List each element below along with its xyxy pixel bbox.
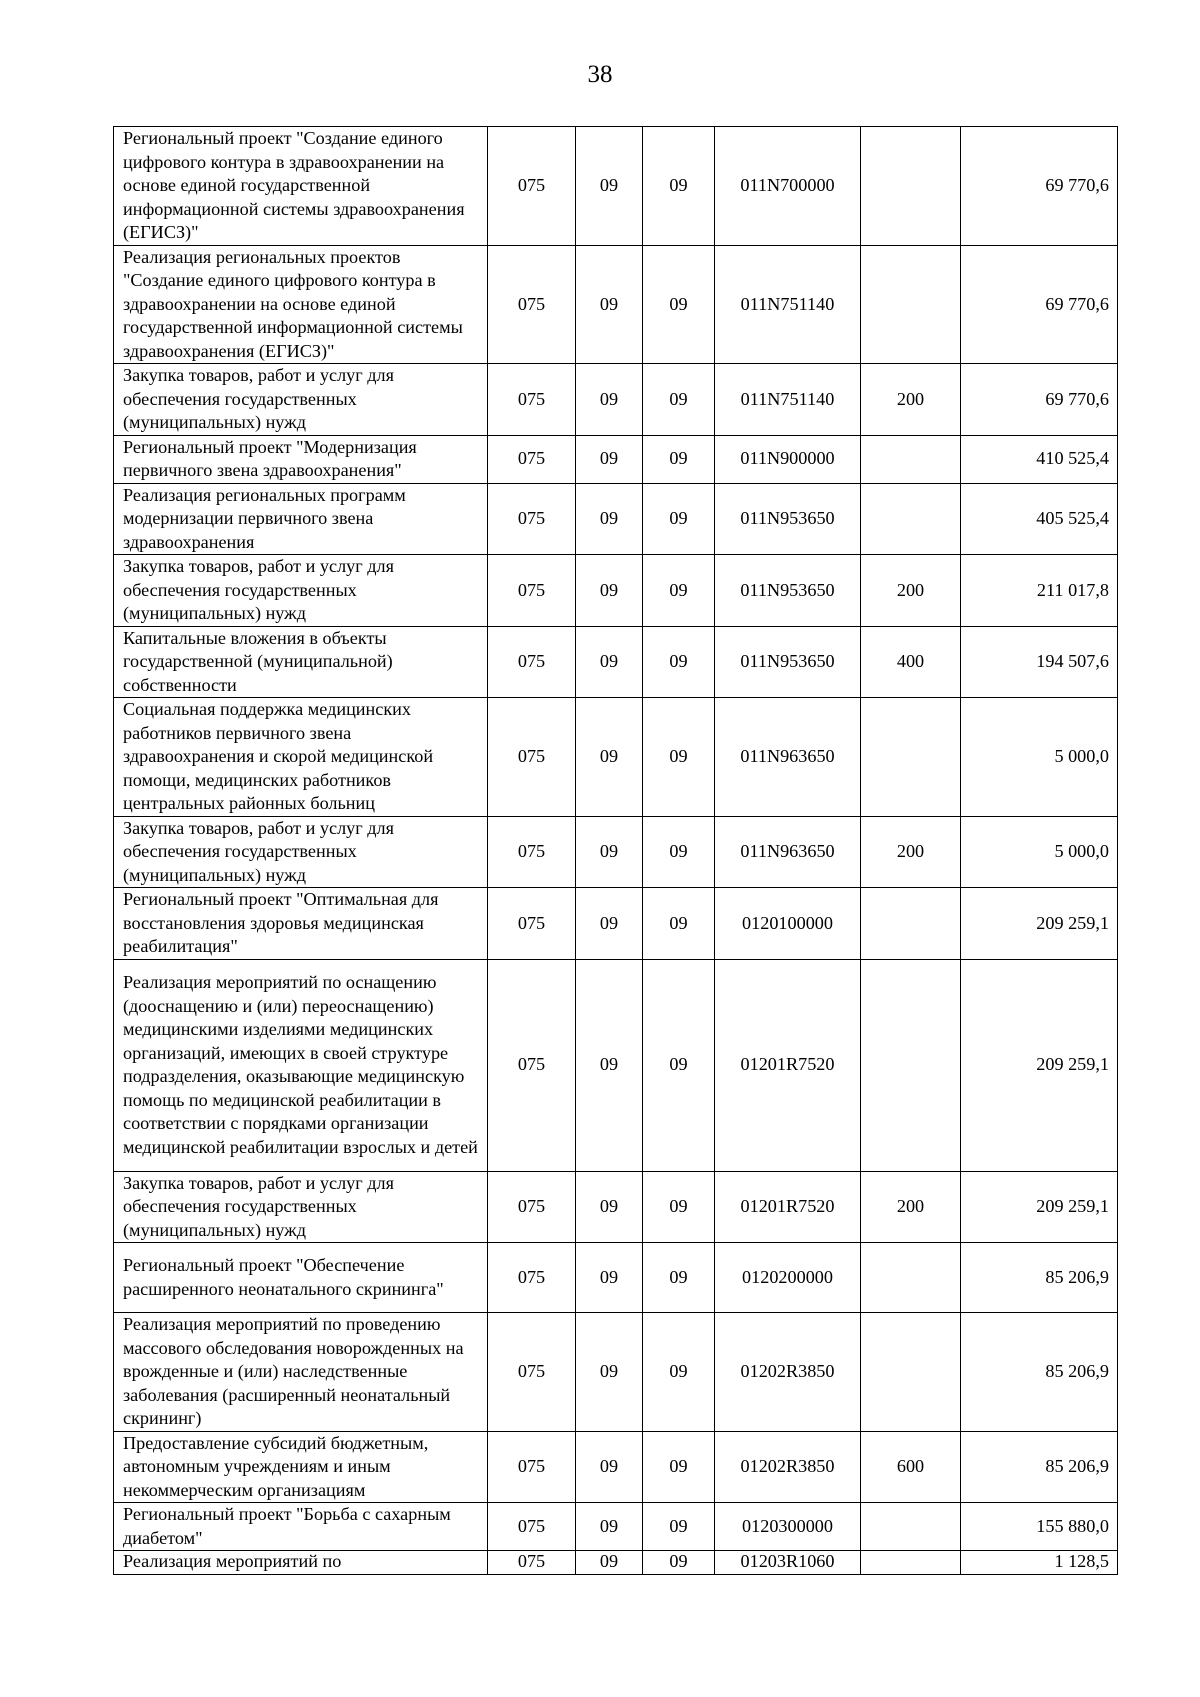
subsection-code: 09 — [643, 1313, 715, 1432]
expense-type-code: 400 — [861, 626, 961, 698]
subsection-code: 09 — [643, 698, 715, 817]
target-article-code: 0120100000 — [715, 888, 861, 960]
section-code: 09 — [576, 435, 643, 483]
item-name: Региональный проект "Создание единого цифрового контура в здравоохранении на основе единой государственной информационной системы здравоохранения (ЕГИСЗ)" — [114, 127, 488, 246]
subsection-code: 09 — [643, 959, 715, 1171]
item-name: Капитальные вложения в объекты государственной (муниципальной) собственности — [114, 626, 488, 698]
item-name: Реализация региональных программ модернизации первичного звена здравоохранения — [114, 483, 488, 555]
target-article-code: 0120300000 — [715, 1503, 861, 1551]
subsection-code: 09 — [643, 1243, 715, 1313]
amount: 5 000,0 — [961, 698, 1118, 817]
target-article-code: 011N953650 — [715, 483, 861, 555]
section-code: 09 — [576, 1171, 643, 1243]
subsection-code: 09 — [643, 626, 715, 698]
amount: 194 507,6 — [961, 626, 1118, 698]
expense-type-code: 200 — [861, 364, 961, 436]
target-article-code: 01201R7520 — [715, 1171, 861, 1243]
grbs-code: 075 — [488, 245, 576, 364]
subsection-code: 09 — [643, 555, 715, 627]
section-code: 09 — [576, 626, 643, 698]
amount: 209 259,1 — [961, 959, 1118, 1171]
expense-type-code: 600 — [861, 1431, 961, 1503]
amount: 69 770,6 — [961, 127, 1118, 246]
section-code: 09 — [576, 1313, 643, 1432]
target-article-code: 01202R3850 — [715, 1431, 861, 1503]
target-article-code: 01203R1060 — [715, 1551, 861, 1575]
budget-table — [113, 126, 1118, 1575]
section-code: 09 — [576, 245, 643, 364]
table-row — [114, 816, 1118, 888]
expense-type-code: 200 — [861, 816, 961, 888]
section-code: 09 — [576, 364, 643, 436]
section-code: 09 — [576, 483, 643, 555]
subsection-code: 09 — [643, 483, 715, 555]
subsection-code: 09 — [643, 1503, 715, 1551]
table-row — [114, 555, 1118, 627]
subsection-code: 09 — [643, 1551, 715, 1575]
grbs-code: 075 — [488, 698, 576, 817]
amount: 410 525,4 — [961, 435, 1118, 483]
target-article-code: 011N963650 — [715, 816, 861, 888]
section-code: 09 — [576, 555, 643, 627]
item-name: Региональный проект "Обеспечение расширенного неонатального скрининга" — [114, 1243, 488, 1313]
expense-type-code — [861, 1551, 961, 1575]
table-row — [114, 1171, 1118, 1243]
target-article-code: 011N963650 — [715, 698, 861, 817]
item-name: Реализация мероприятий по оснащению (дооснащению и (или) переоснащению) медицинскими изделиями медицинских организаций, имеющих в своей структуре подразделения, оказывающие медицинскую помощь по медицинской реабилитации в соответствии с порядками организации медицинской реабилитации взрослых и детей — [114, 959, 488, 1171]
amount: 5 000,0 — [961, 816, 1118, 888]
grbs-code: 075 — [488, 959, 576, 1171]
table-row — [114, 959, 1118, 1171]
grbs-code: 075 — [488, 1431, 576, 1503]
table-row — [114, 1431, 1118, 1503]
item-name: Закупка товаров, работ и услуг для обеспечения государственных (муниципальных) нужд — [114, 364, 488, 436]
item-name: Предоставление субсидий бюджетным, автономным учреждениям и иным некоммерческим организациям — [114, 1431, 488, 1503]
item-name: Региональный проект "Модернизация первичного звена здравоохранения" — [114, 435, 488, 483]
amount: 211 017,8 — [961, 555, 1118, 627]
section-code: 09 — [576, 816, 643, 888]
target-article-code: 011N953650 — [715, 555, 861, 627]
amount: 85 206,9 — [961, 1313, 1118, 1432]
expense-type-code — [861, 1243, 961, 1313]
grbs-code: 075 — [488, 888, 576, 960]
target-article-code: 01202R3850 — [715, 1313, 861, 1432]
amount: 155 880,0 — [961, 1503, 1118, 1551]
target-article-code: 0120200000 — [715, 1243, 861, 1313]
section-code: 09 — [576, 888, 643, 960]
amount: 209 259,1 — [961, 888, 1118, 960]
amount: 85 206,9 — [961, 1431, 1118, 1503]
target-article-code: 011N900000 — [715, 435, 861, 483]
amount: 69 770,6 — [961, 245, 1118, 364]
item-name: Социальная поддержка медицинских работников первичного звена здравоохранения и скорой медицинской помощи, медицинских работников центральных районных больниц — [114, 698, 488, 817]
item-name: Закупка товаров, работ и услуг для обеспечения государственных (муниципальных) нужд — [114, 555, 488, 627]
table-row — [114, 435, 1118, 483]
expense-type-code — [861, 698, 961, 817]
subsection-code: 09 — [643, 816, 715, 888]
item-name: Реализация мероприятий по проведению массового обследования новорожденных на врожденные и (или) наследственные заболевания (расширенный неонатальный скрининг) — [114, 1313, 488, 1432]
item-name: Закупка товаров, работ и услуг для обеспечения государственных (муниципальных) нужд — [114, 816, 488, 888]
table-row — [114, 127, 1118, 246]
subsection-code: 09 — [643, 1171, 715, 1243]
table-row — [114, 626, 1118, 698]
amount: 69 770,6 — [961, 364, 1118, 436]
section-code: 09 — [576, 1243, 643, 1313]
grbs-code: 075 — [488, 816, 576, 888]
grbs-code: 075 — [488, 1313, 576, 1432]
item-name: Реализация мероприятий по — [114, 1551, 488, 1575]
expense-type-code — [861, 435, 961, 483]
grbs-code: 075 — [488, 1551, 576, 1575]
expense-type-code: 200 — [861, 555, 961, 627]
amount: 405 525,4 — [961, 483, 1118, 555]
table-row — [114, 1313, 1118, 1432]
amount: 85 206,9 — [961, 1243, 1118, 1313]
table-row — [114, 245, 1118, 364]
grbs-code: 075 — [488, 1171, 576, 1243]
amount: 209 259,1 — [961, 1171, 1118, 1243]
expense-type-code: 200 — [861, 1171, 961, 1243]
subsection-code: 09 — [643, 888, 715, 960]
section-code: 09 — [576, 698, 643, 817]
target-article-code: 01201R7520 — [715, 959, 861, 1171]
target-article-code: 011N751140 — [715, 364, 861, 436]
expense-type-code — [861, 245, 961, 364]
page-number: 38 — [587, 61, 613, 88]
subsection-code: 09 — [643, 245, 715, 364]
subsection-code: 09 — [643, 127, 715, 246]
expense-type-code — [861, 1503, 961, 1551]
grbs-code: 075 — [488, 435, 576, 483]
table-row — [114, 483, 1118, 555]
section-code: 09 — [576, 1551, 643, 1575]
expense-type-code — [861, 483, 961, 555]
expense-type-code — [861, 888, 961, 960]
target-article-code: 011N953650 — [715, 626, 861, 698]
table-row — [114, 1551, 1118, 1575]
table-row — [114, 1243, 1118, 1313]
section-code: 09 — [576, 127, 643, 246]
grbs-code: 075 — [488, 1503, 576, 1551]
grbs-code: 075 — [488, 364, 576, 436]
target-article-code: 011N700000 — [715, 127, 861, 246]
amount: 1 128,5 — [961, 1551, 1118, 1575]
table-row — [114, 364, 1118, 436]
section-code: 09 — [576, 959, 643, 1171]
expense-type-code — [861, 1313, 961, 1432]
subsection-code: 09 — [643, 435, 715, 483]
expense-type-code — [861, 959, 961, 1171]
item-name: Региональный проект "Оптимальная для восстановления здоровья медицинская реабилитация" — [114, 888, 488, 960]
grbs-code: 075 — [488, 1243, 576, 1313]
grbs-code: 075 — [488, 127, 576, 246]
item-name: Региональный проект "Борьба с сахарным диабетом" — [114, 1503, 488, 1551]
grbs-code: 075 — [488, 555, 576, 627]
item-name: Закупка товаров, работ и услуг для обеспечения государственных (муниципальных) нужд — [114, 1171, 488, 1243]
table-row — [114, 698, 1118, 817]
section-code: 09 — [576, 1431, 643, 1503]
subsection-code: 09 — [643, 364, 715, 436]
subsection-code: 09 — [643, 1431, 715, 1503]
grbs-code: 075 — [488, 483, 576, 555]
table-row — [114, 888, 1118, 960]
item-name: Реализация региональных проектов "Создание единого цифрового контура в здравоохранении на основе единой государственной информационной системы здравоохранения (ЕГИСЗ)" — [114, 245, 488, 364]
target-article-code: 011N751140 — [715, 245, 861, 364]
expense-type-code — [861, 127, 961, 246]
section-code: 09 — [576, 1503, 643, 1551]
table-row — [114, 1503, 1118, 1551]
grbs-code: 075 — [488, 626, 576, 698]
